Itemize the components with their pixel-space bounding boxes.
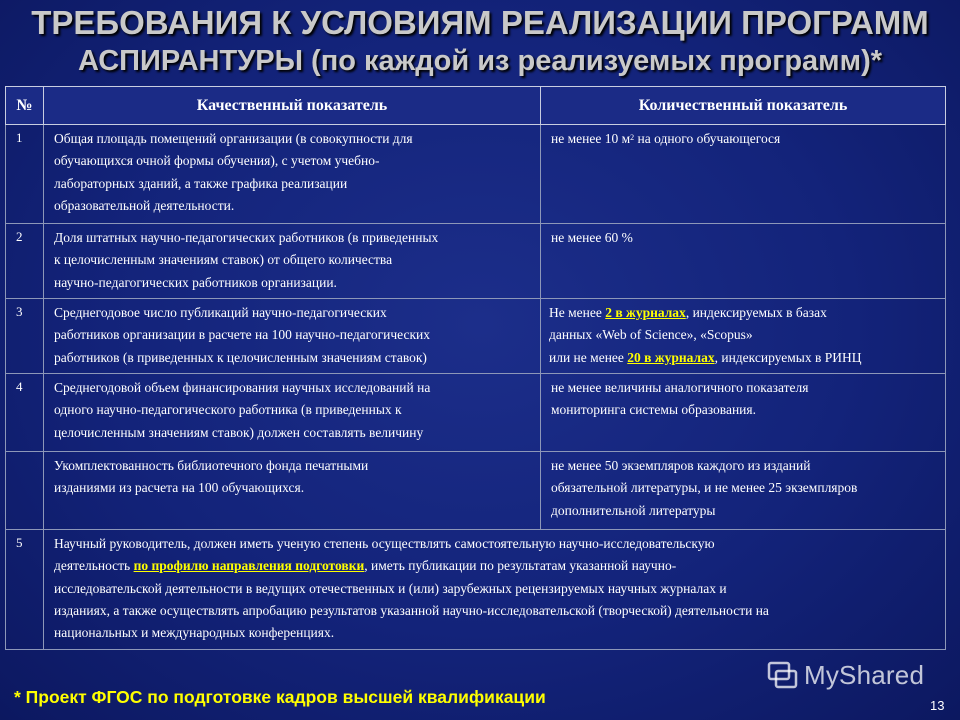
- cell-line: Среднегодовое число публикаций научно-педагогических: [54, 305, 387, 320]
- row-number: 4: [6, 374, 44, 452]
- slide-title-line2: АСПИРАНТУРЫ (по каждой из реализуемых программ)*: [77, 45, 883, 77]
- superscript: 2: [630, 133, 635, 142]
- qualitative-cell: [44, 299, 541, 374]
- header-qualitative: Качественный показатель: [44, 87, 541, 125]
- header-num: №: [6, 87, 44, 125]
- quantitative-cell: [541, 125, 946, 224]
- header-quantitative: Количественный показатель: [541, 87, 946, 125]
- row-number: [6, 452, 44, 530]
- cell-line: дополнительной литературы: [551, 502, 716, 518]
- cell-line: работников организации в расчете на 100 научно-педагогических: [54, 327, 431, 343]
- cell-line: [549, 302, 939, 324]
- merged-cell: [44, 530, 946, 650]
- cell-line: обязательной литературы, и не менее 25 экземпляров: [551, 480, 858, 496]
- cell-line: не менее 50 экземпляров каждого из изданий: [551, 458, 811, 473]
- table-row: [6, 224, 946, 299]
- page-number: 13: [930, 698, 945, 713]
- qualitative-cell: [44, 125, 541, 224]
- row-number: 2: [6, 224, 44, 299]
- table-row: [6, 530, 946, 650]
- cell-line: [549, 347, 939, 369]
- cell-line: не менее 60 %: [551, 230, 633, 245]
- table-row: [6, 299, 946, 374]
- cell-line: образовательной деятельности.: [54, 197, 235, 213]
- cell-line: исследовательской деятельности в ведущих отечественных и (или) зарубежных рецензируемых научных журналах и: [54, 580, 727, 596]
- cell-line: данных «Web of Science», «Scopus»: [549, 327, 753, 343]
- value-text: или не менее: [549, 349, 628, 365]
- value-text: на одного обучающегося: [634, 131, 781, 146]
- row-number: 1: [6, 125, 44, 224]
- value-text: , индексируемых в базах: [685, 305, 827, 320]
- cell-line: мониторинга системы образования.: [551, 402, 756, 418]
- slide-title-line1: ТРЕБОВАНИЯ К УСЛОВИЯМ РЕАЛИЗАЦИИ ПРОГРАММ: [31, 4, 929, 41]
- row-number: 3: [6, 299, 44, 374]
- highlight-text: 20 в журналах: [627, 349, 715, 365]
- highlight-text: по профилю направления подготовки: [133, 558, 365, 574]
- quantitative-cell: [541, 224, 946, 299]
- footnote: * Проект ФГОС по подготовке кадров высшей квалификации: [14, 687, 546, 707]
- watermark: [766, 656, 924, 694]
- value-text: деятельность: [54, 558, 134, 574]
- slide-title: [0, 4, 960, 80]
- watermark-text: MyShared: [804, 659, 925, 690]
- cell-line: изданиях, а также осуществлять апробацию результатов указанной научно-исследовательской (творческой) деятельности на: [54, 602, 769, 618]
- value-text: не менее 10 м: [551, 131, 631, 146]
- value-text: , индексируемых в РИНЦ: [714, 349, 862, 365]
- table-row: [6, 452, 946, 530]
- cell-line: к целочисленным значениям ставок) от общего количества: [54, 252, 393, 268]
- quantitative-cell: [541, 299, 946, 374]
- cell-line: Укомплектованность библиотечного фонда печатными: [54, 458, 369, 473]
- qualitative-cell: [44, 452, 541, 530]
- cell-line: обучающихся очной формы обучения), с учетом учебно-: [54, 153, 380, 169]
- row-number: 5: [6, 530, 44, 650]
- cell-line: Научный руководитель, должен иметь ученую степень осуществлять самостоятельную научно-исследовательскую: [54, 536, 715, 551]
- cell-line: национальных и международных конференциях.: [54, 625, 335, 641]
- value-text: , иметь публикации по результатам указанной научно-: [364, 558, 677, 574]
- cell-line: Общая площадь помещений организации (в совокупности для: [54, 131, 413, 146]
- cell-line: [551, 128, 939, 150]
- qualitative-cell: [44, 224, 541, 299]
- cell-line: [54, 555, 939, 577]
- cell-line: целочисленным значениям ставок) должен составлять величину: [54, 424, 424, 440]
- cell-line: одного научно-педагогического работника (в приведенных к: [54, 402, 402, 418]
- cell-line: Среднегодовой объем финансирования научных исследований на: [54, 380, 431, 395]
- table-row: [6, 374, 946, 452]
- requirements-table: [5, 86, 946, 650]
- cell-line: научно-педагогических работников организации.: [54, 274, 337, 290]
- cell-line: изданиями из расчета на 100 обучающихся.: [54, 480, 305, 496]
- cell-line: работников (в приведенных к целочисленным значениям ставок): [54, 349, 427, 365]
- cell-line: лабораторных зданий, а также графика реализации: [54, 175, 348, 191]
- quantitative-cell: [541, 374, 946, 452]
- value-text: Не менее: [549, 305, 606, 320]
- myshared-logo-icon: [766, 660, 798, 690]
- highlight-text: 2 в журналах: [605, 305, 686, 320]
- quantitative-cell: [541, 452, 946, 530]
- qualitative-cell: [44, 374, 541, 452]
- cell-line: не менее величины аналогичного показателя: [551, 380, 809, 395]
- table-header-row: [6, 87, 946, 125]
- cell-line: Доля штатных научно-педагогических работников (в приведенных: [54, 230, 439, 245]
- table-row: [6, 125, 946, 224]
